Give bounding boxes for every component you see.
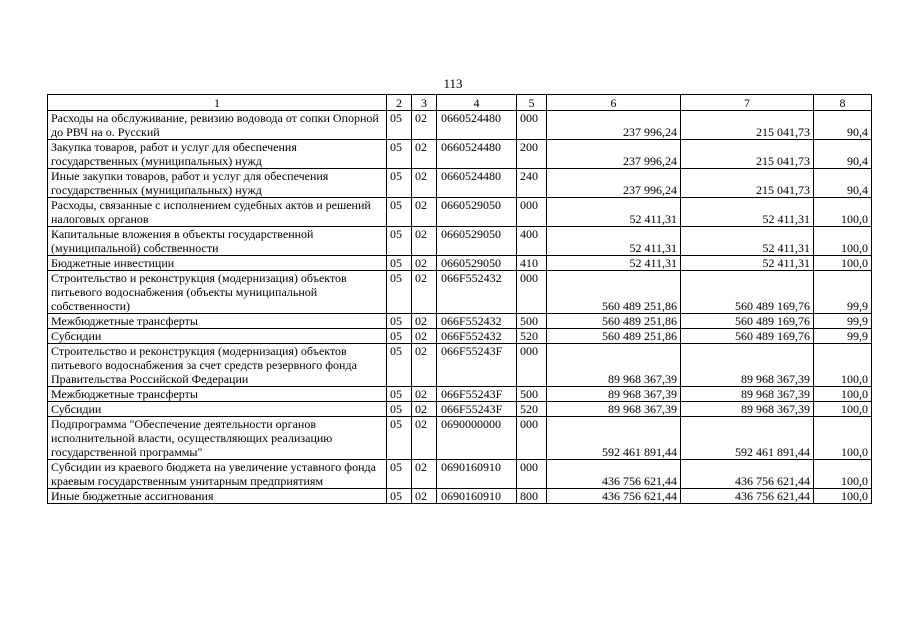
planned-amount: 560 489 251,86 — [547, 314, 681, 329]
planned-amount: 52 411,31 — [547, 198, 681, 227]
expense-type-code: 000 — [517, 417, 547, 460]
expense-type-code: 520 — [517, 402, 547, 417]
planned-amount: 560 489 251,86 — [547, 271, 681, 314]
expense-type-code: 200 — [517, 140, 547, 169]
planned-amount: 89 968 367,39 — [547, 344, 681, 387]
expense-name: Расходы, связанные с исполнением судебных актов и решений налоговых органов — [48, 198, 387, 227]
executed-amount: 560 489 169,76 — [681, 314, 814, 329]
expense-name: Субсидии — [48, 402, 387, 417]
execution-percent: 100,0 — [814, 256, 872, 271]
expense-name: Строительство и реконструкция (модернизация) объектов питьевого водоснабжения за счет средств резервного фонда Правительства Российской Федерации — [48, 344, 387, 387]
expense-name: Межбюджетные трансферты — [48, 387, 387, 402]
executed-amount: 52 411,31 — [681, 256, 814, 271]
table-row — [48, 198, 872, 227]
table-row — [48, 140, 872, 169]
expense-name: Закупка товаров, работ и услуг для обеспечения государственных (муниципальных) нужд — [48, 140, 387, 169]
subsection-code: 02 — [412, 111, 437, 140]
expense-name: Строительство и реконструкция (модернизация) объектов питьевого водоснабжения (объекты муниципальной собственности) — [48, 271, 387, 314]
column-header: 5 — [517, 95, 547, 111]
table-row — [48, 227, 872, 256]
subsection-code: 02 — [412, 227, 437, 256]
subsection-code: 02 — [412, 402, 437, 417]
section-code: 05 — [387, 314, 412, 329]
executed-amount: 592 461 891,44 — [681, 417, 814, 460]
table-row — [48, 460, 872, 489]
planned-amount: 237 996,24 — [547, 140, 681, 169]
expense-type-code: 400 — [517, 227, 547, 256]
planned-amount: 89 968 367,39 — [547, 387, 681, 402]
section-code: 05 — [387, 402, 412, 417]
executed-amount: 215 041,73 — [681, 169, 814, 198]
execution-percent: 100,0 — [814, 417, 872, 460]
execution-percent: 90,4 — [814, 140, 872, 169]
expense-type-code: 000 — [517, 111, 547, 140]
section-code: 05 — [387, 460, 412, 489]
section-code: 05 — [387, 344, 412, 387]
section-code: 05 — [387, 271, 412, 314]
subsection-code: 02 — [412, 169, 437, 198]
table-row — [48, 329, 872, 344]
planned-amount: 89 968 367,39 — [547, 402, 681, 417]
column-header: 6 — [547, 95, 681, 111]
subsection-code: 02 — [412, 489, 437, 504]
expense-name: Межбюджетные трансферты — [48, 314, 387, 329]
subsection-code: 02 — [412, 417, 437, 460]
executed-amount: 215 041,73 — [681, 111, 814, 140]
expense-type-code: 000 — [517, 271, 547, 314]
table-row — [48, 314, 872, 329]
column-header: 4 — [437, 95, 517, 111]
executed-amount: 89 968 367,39 — [681, 344, 814, 387]
executed-amount: 560 489 169,76 — [681, 271, 814, 314]
budget-table — [47, 94, 872, 504]
column-header: 7 — [681, 95, 814, 111]
executed-amount: 560 489 169,76 — [681, 329, 814, 344]
expense-name: Бюджетные инвестиции — [48, 256, 387, 271]
subsection-code: 02 — [412, 387, 437, 402]
subsection-code: 02 — [412, 329, 437, 344]
executed-amount: 89 968 367,39 — [681, 387, 814, 402]
subsection-code: 02 — [412, 271, 437, 314]
target-article-code: 066F55243F — [437, 402, 517, 417]
target-article-code: 066F55243F — [437, 344, 517, 387]
page-number: 113 — [443, 76, 463, 91]
expense-type-code: 000 — [517, 344, 547, 387]
executed-amount: 215 041,73 — [681, 140, 814, 169]
execution-percent: 99,9 — [814, 329, 872, 344]
planned-amount: 52 411,31 — [547, 227, 681, 256]
subsection-code: 02 — [412, 344, 437, 387]
planned-amount: 560 489 251,86 — [547, 329, 681, 344]
section-code: 05 — [387, 387, 412, 402]
expense-type-code: 000 — [517, 460, 547, 489]
target-article-code: 066F552432 — [437, 329, 517, 344]
target-article-code: 0690160910 — [437, 489, 517, 504]
execution-percent: 100,0 — [814, 489, 872, 504]
expense-type-code: 520 — [517, 329, 547, 344]
section-code: 05 — [387, 329, 412, 344]
target-article-code: 0660524480 — [437, 111, 517, 140]
expense-type-code: 410 — [517, 256, 547, 271]
column-header: 3 — [412, 95, 437, 111]
expense-name: Подпрограмма "Обеспечение деятельности органов исполнительной власти, осуществляющих реализацию государственной программы" — [48, 417, 387, 460]
table-row — [48, 256, 872, 271]
planned-amount: 592 461 891,44 — [547, 417, 681, 460]
executed-amount: 89 968 367,39 — [681, 402, 814, 417]
target-article-code: 0660529050 — [437, 256, 517, 271]
execution-percent: 100,0 — [814, 387, 872, 402]
section-code: 05 — [387, 417, 412, 460]
expense-type-code: 500 — [517, 387, 547, 402]
table-row — [48, 402, 872, 417]
execution-percent: 99,9 — [814, 314, 872, 329]
execution-percent: 90,4 — [814, 169, 872, 198]
planned-amount: 52 411,31 — [547, 256, 681, 271]
target-article-code: 0660524480 — [437, 140, 517, 169]
expense-name: Субсидии из краевого бюджета на увеличение уставного фонда краевым государственным унитарным предприятиям — [48, 460, 387, 489]
target-article-code: 0660529050 — [437, 227, 517, 256]
execution-percent: 100,0 — [814, 460, 872, 489]
subsection-code: 02 — [412, 460, 437, 489]
section-code: 05 — [387, 227, 412, 256]
section-code: 05 — [387, 140, 412, 169]
executed-amount: 436 756 621,44 — [681, 489, 814, 504]
table-row — [48, 111, 872, 140]
executed-amount: 52 411,31 — [681, 227, 814, 256]
target-article-code: 0660524480 — [437, 169, 517, 198]
column-header: 2 — [387, 95, 412, 111]
section-code: 05 — [387, 198, 412, 227]
column-header: 8 — [814, 95, 872, 111]
executed-amount: 436 756 621,44 — [681, 460, 814, 489]
expense-name: Иные бюджетные ассигнования — [48, 489, 387, 504]
execution-percent: 100,0 — [814, 344, 872, 387]
planned-amount: 237 996,24 — [547, 111, 681, 140]
section-code: 05 — [387, 256, 412, 271]
column-header: 1 — [48, 95, 387, 111]
table-row — [48, 387, 872, 402]
target-article-code: 0690160910 — [437, 460, 517, 489]
executed-amount: 52 411,31 — [681, 198, 814, 227]
table-row — [48, 417, 872, 460]
expense-type-code: 500 — [517, 314, 547, 329]
table-row — [48, 489, 872, 504]
planned-amount: 237 996,24 — [547, 169, 681, 198]
subsection-code: 02 — [412, 314, 437, 329]
expense-name: Субсидии — [48, 329, 387, 344]
expense-name: Иные закупки товаров, работ и услуг для обеспечения государственных (муниципальных) нужд — [48, 169, 387, 198]
target-article-code: 0660529050 — [437, 198, 517, 227]
expense-type-code: 240 — [517, 169, 547, 198]
subsection-code: 02 — [412, 198, 437, 227]
section-code: 05 — [387, 169, 412, 198]
target-article-code: 066F552432 — [437, 271, 517, 314]
table-row — [48, 271, 872, 314]
column-header-row — [48, 95, 872, 111]
planned-amount: 436 756 621,44 — [547, 489, 681, 504]
expense-name: Расходы на обслуживание, ревизию водовода от сопки Опорной до РВЧ на о. Русский — [48, 111, 387, 140]
table-row — [48, 169, 872, 198]
target-article-code: 066F55243F — [437, 387, 517, 402]
subsection-code: 02 — [412, 140, 437, 169]
execution-percent: 100,0 — [814, 198, 872, 227]
expense-name: Капитальные вложения в объекты государственной (муниципальной) собственности — [48, 227, 387, 256]
target-article-code: 066F552432 — [437, 314, 517, 329]
expense-type-code: 800 — [517, 489, 547, 504]
target-article-code: 0690000000 — [437, 417, 517, 460]
planned-amount: 436 756 621,44 — [547, 460, 681, 489]
expense-type-code: 000 — [517, 198, 547, 227]
section-code: 05 — [387, 111, 412, 140]
subsection-code: 02 — [412, 256, 437, 271]
section-code: 05 — [387, 489, 412, 504]
execution-percent: 100,0 — [814, 227, 872, 256]
execution-percent: 100,0 — [814, 402, 872, 417]
execution-percent: 90,4 — [814, 111, 872, 140]
table-row — [48, 344, 872, 387]
execution-percent: 99,9 — [814, 271, 872, 314]
